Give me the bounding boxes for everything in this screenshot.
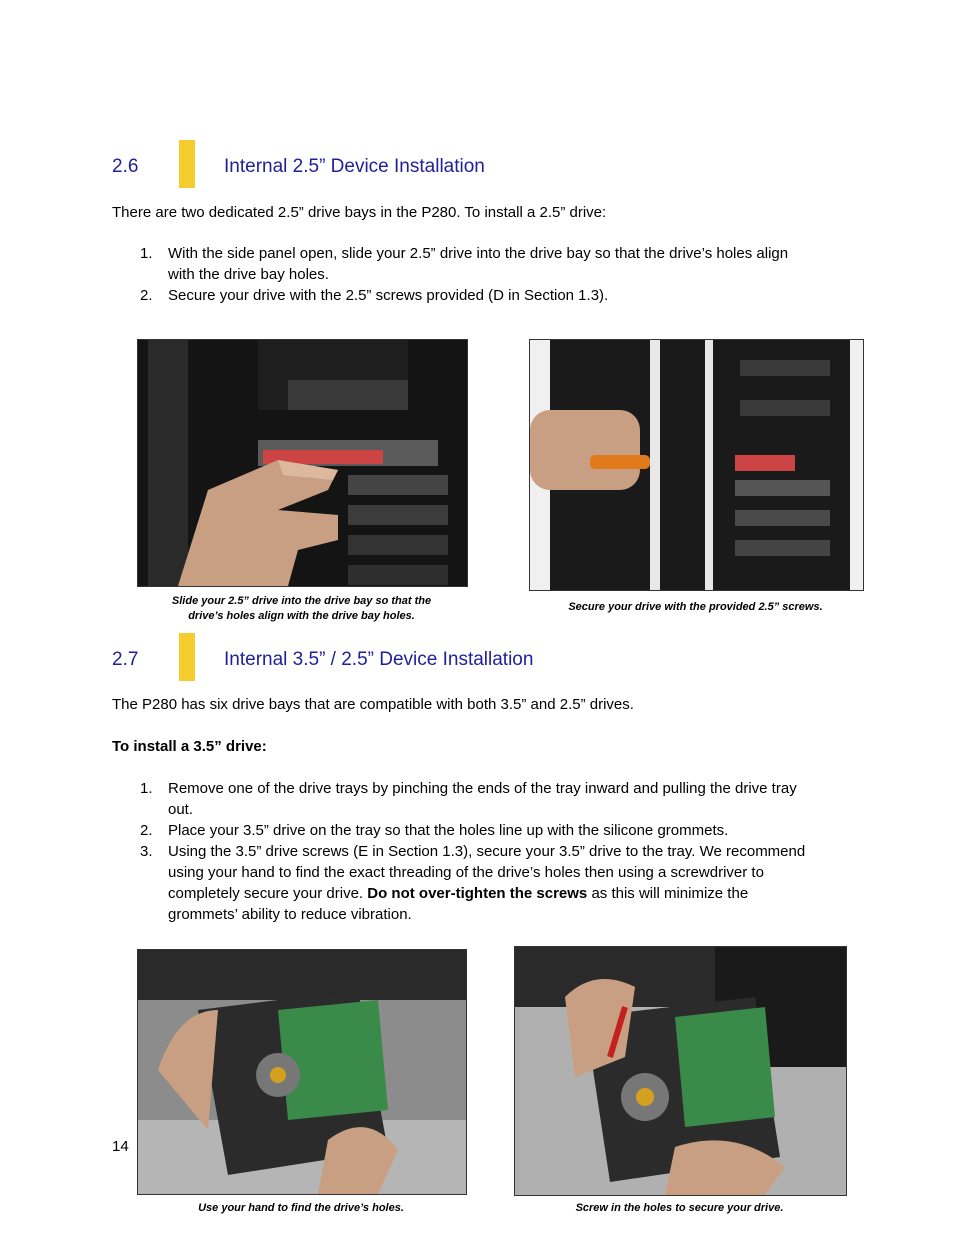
subheading: To install a 3.5” drive: (112, 738, 267, 755)
photo-caption: Screw in the holes to secure your drive. (575, 1202, 784, 1214)
section-title: Internal 3.5” / 2.5” Device Installation (224, 649, 534, 670)
list-item-text: Place your 3.5” drive on the tray so that the holes line up with the silicone grommets. (168, 822, 729, 839)
list-item-text: Remove one of the drive trays by pinching the ends of the tray inward and pulling the drive tray (168, 780, 797, 797)
text-span: completely secure your drive. (168, 885, 368, 902)
caption-line: drive’s holes align with the drive bay holes. (188, 610, 415, 622)
section-accent-bar (179, 140, 195, 188)
list-item-number: 2. (140, 287, 153, 304)
photo-slide-drive (137, 339, 468, 587)
list-item-text: using your hand to find the exact threading of the drive’s holes then using a screwdriver to (168, 864, 764, 881)
photo-caption: Secure your drive with the provided 2.5” screws. (568, 601, 823, 613)
list-item-number: 1. (140, 780, 153, 797)
section-title: Internal 2.5” Device Installation (224, 156, 485, 177)
intro-paragraph: The P280 has six drive bays that are compatible with both 3.5” and 2.5” drives. (112, 696, 634, 713)
list-item-number: 3. (140, 843, 153, 860)
list-item-text: grommets’ ability to reduce vibration. (168, 906, 412, 923)
photo-secure-drive (529, 339, 864, 591)
caption-line: Slide your 2.5” drive into the drive bay so that the (171, 595, 432, 607)
section-number: 2.6 (112, 156, 139, 177)
page-number: 14 (112, 1138, 129, 1155)
list-item-number: 1. (140, 245, 153, 262)
list-item-text: With the side panel open, slide your 2.5” drive into the drive bay so that the drive’s holes align (168, 245, 789, 262)
section-accent-bar (179, 633, 195, 681)
intro-paragraph: There are two dedicated 2.5” drive bays in the P280. To install a 2.5” drive: (112, 204, 607, 221)
list-item-text: with the drive bay holes. (168, 266, 329, 283)
list-item-text: Using the 3.5” drive screws (E in Section 1.3), secure your 3.5” drive to the tray. We recommend (168, 843, 806, 860)
photo-caption: Use your hand to find the drive’s holes. (198, 1202, 404, 1214)
list-item-number: 2. (140, 822, 153, 839)
photo-hand-holes (137, 949, 467, 1195)
list-item-text: Secure your drive with the 2.5” screws provided (D in Section 1.3). (168, 287, 609, 304)
photo-caption (137, 594, 466, 624)
warning-text: Do not over-tighten the screws (367, 885, 588, 902)
text-span: as this will minimize the (587, 885, 749, 902)
photo-screw-holes (514, 946, 847, 1196)
list-item-text: out. (168, 801, 194, 818)
section-number: 2.7 (112, 649, 139, 670)
list-item-text (168, 883, 748, 904)
